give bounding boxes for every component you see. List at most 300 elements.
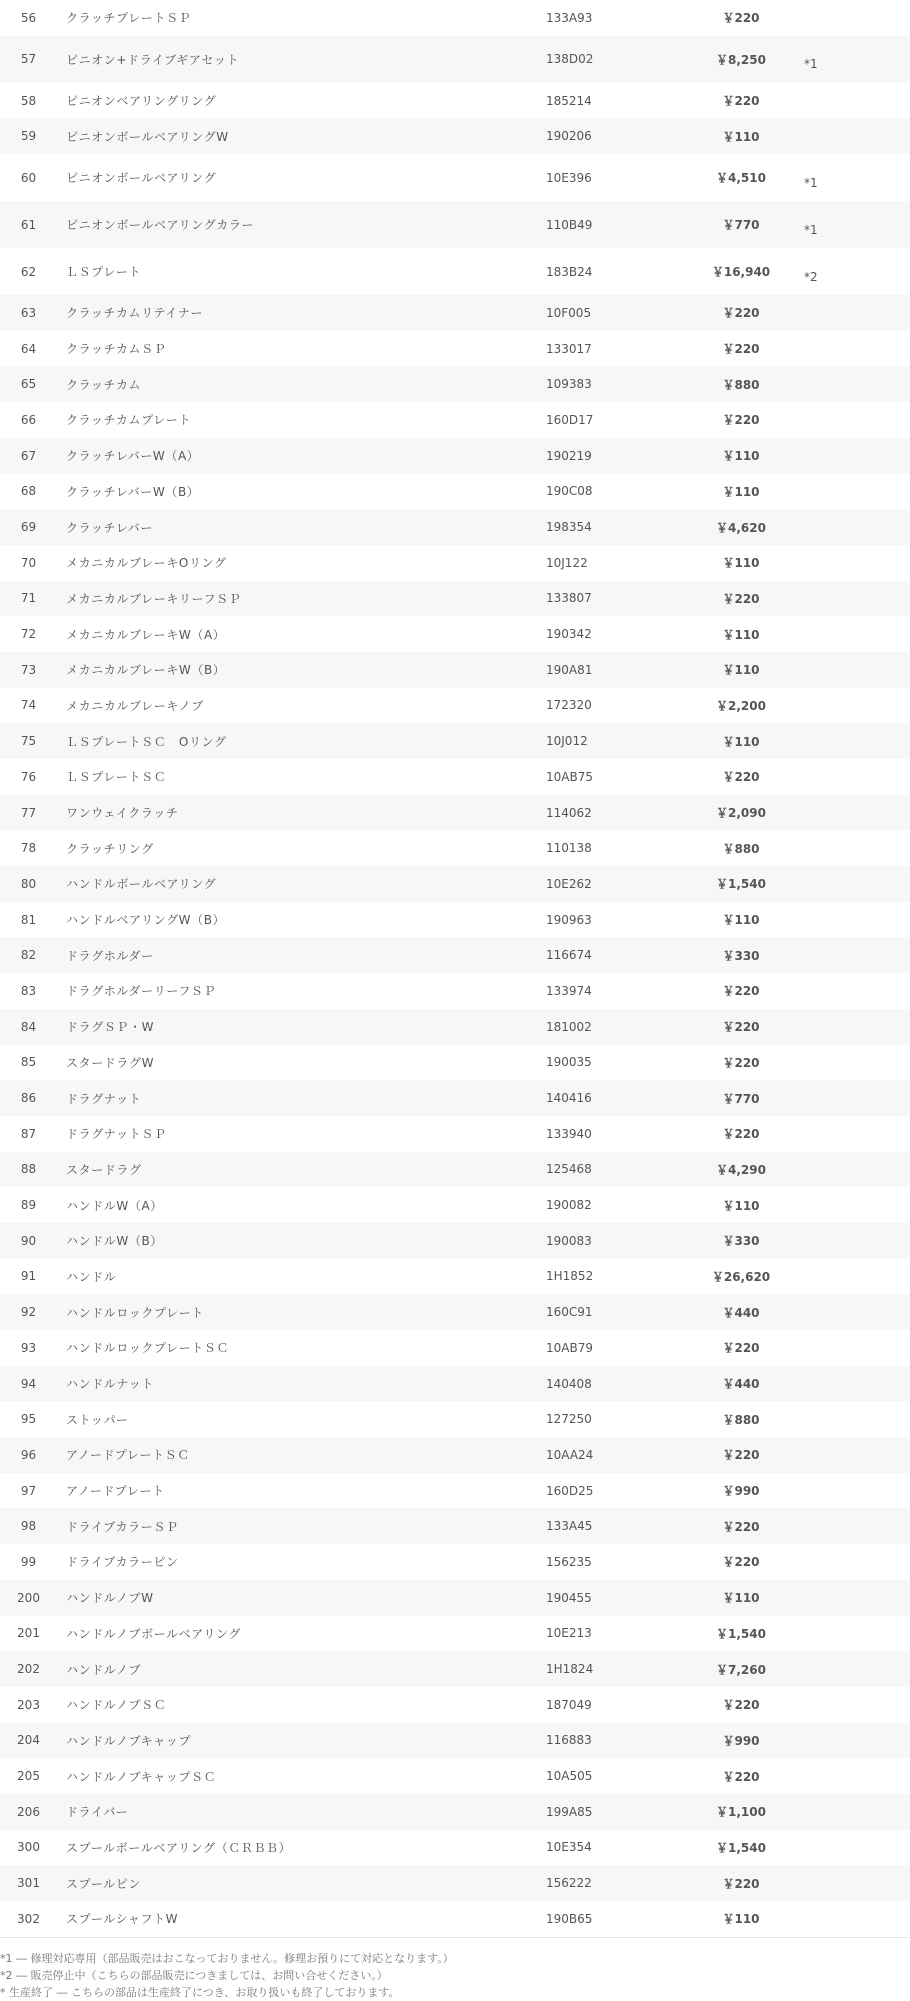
table-row: [0, 295, 910, 331]
part-number: 59: [0, 118, 57, 154]
part-price: ￥110: [686, 118, 796, 154]
part-number: 90: [0, 1223, 57, 1259]
part-price: ￥4,620: [686, 509, 796, 545]
part-name: ハンドルロックプレート: [57, 1294, 546, 1330]
part-number: 92: [0, 1294, 57, 1330]
part-number: 58: [0, 83, 57, 119]
part-number: 89: [0, 1187, 57, 1223]
table-row: [0, 1223, 910, 1259]
table-row: [0, 1080, 910, 1116]
table-row: [0, 201, 910, 248]
part-code: 140408: [546, 1366, 686, 1402]
part-price: ￥220: [686, 581, 796, 617]
part-number: 204: [0, 1723, 57, 1759]
part-note: [796, 652, 910, 688]
part-number: 63: [0, 295, 57, 331]
part-code: 183B24: [546, 248, 686, 295]
part-name: クラッチレバー: [57, 509, 546, 545]
table-row: [0, 1901, 910, 1937]
part-code: 133A93: [546, 0, 686, 36]
part-name: ストッパー: [57, 1401, 546, 1437]
part-code: 156222: [546, 1865, 686, 1901]
table-row: [0, 616, 910, 652]
part-number: 78: [0, 830, 57, 866]
part-code: 133A45: [546, 1508, 686, 1544]
part-code: 185214: [546, 83, 686, 119]
part-code: 109383: [546, 366, 686, 402]
part-number: 300: [0, 1830, 57, 1866]
part-number: 302: [0, 1901, 57, 1937]
part-name: メカニカルブレーキノブ: [57, 688, 546, 724]
part-price: ￥220: [686, 295, 796, 331]
part-name: ピニオンベアリングリング: [57, 83, 546, 119]
part-note: [796, 866, 910, 902]
part-name: ハンドルノブボールベアリング: [57, 1616, 546, 1652]
table-row: [0, 1508, 910, 1544]
table-row: [0, 1580, 910, 1616]
part-code: 1H1852: [546, 1259, 686, 1295]
part-number: 95: [0, 1401, 57, 1437]
table-row: [0, 402, 910, 438]
part-number: 83: [0, 973, 57, 1009]
part-name: クラッチリング: [57, 830, 546, 866]
part-price: ￥4,510: [686, 154, 796, 201]
part-code: 116674: [546, 937, 686, 973]
table-row: [0, 652, 910, 688]
table-row: [0, 902, 910, 938]
part-note: [796, 1723, 910, 1759]
part-price: ￥220: [686, 973, 796, 1009]
part-name: クラッチレバーW（B）: [57, 474, 546, 510]
table-row: [0, 1366, 910, 1402]
part-price: ￥220: [686, 1009, 796, 1045]
part-number: 75: [0, 723, 57, 759]
part-number: 94: [0, 1366, 57, 1402]
part-note: [796, 83, 910, 119]
footnote-1: *1 ― 修理対応専用（部品販売はおこなっておりません。修理お預りにて対応となります。）: [0, 1951, 454, 1965]
part-note: [796, 402, 910, 438]
table-row: [0, 759, 910, 795]
part-price: ￥26,620: [686, 1259, 796, 1295]
part-name: ハンドルW（B）: [57, 1223, 546, 1259]
part-name: スプールピン: [57, 1865, 546, 1901]
table-row: [0, 866, 910, 902]
part-price: ￥110: [686, 616, 796, 652]
part-note: [796, 1009, 910, 1045]
part-price: ￥220: [686, 1687, 796, 1723]
part-number: 65: [0, 366, 57, 402]
part-price: ￥110: [686, 545, 796, 581]
part-note: [796, 723, 910, 759]
part-price: ￥770: [686, 201, 796, 248]
part-code: 10E213: [546, 1616, 686, 1652]
part-name: ピニオン+ドライブギアセット: [57, 36, 546, 83]
part-note: [796, 1187, 910, 1223]
part-number: 98: [0, 1508, 57, 1544]
part-number: 60: [0, 154, 57, 201]
part-code: 190206: [546, 118, 686, 154]
part-note: [796, 973, 910, 1009]
part-price: ￥110: [686, 474, 796, 510]
table-row: [0, 1045, 910, 1081]
part-price: ￥1,540: [686, 866, 796, 902]
part-code: 10E354: [546, 1830, 686, 1866]
table-row: [0, 1294, 910, 1330]
part-price: ￥16,940: [686, 248, 796, 295]
table-row: [0, 83, 910, 119]
part-name: アノードプレート: [57, 1473, 546, 1509]
part-name: スプールボールベアリング（ＣＲＢＢ）: [57, 1830, 546, 1866]
part-price: ￥2,200: [686, 688, 796, 724]
part-code: 190C08: [546, 474, 686, 510]
part-note: [796, 248, 910, 295]
part-name: ハンドルノブ: [57, 1651, 546, 1687]
table-row: [0, 36, 910, 83]
part-code: 10F005: [546, 295, 686, 331]
part-name: メカニカルブレーキW（B）: [57, 652, 546, 688]
part-name: ハンドル: [57, 1259, 546, 1295]
part-number: 77: [0, 795, 57, 831]
part-code: 138D02: [546, 36, 686, 83]
part-note: [796, 1259, 910, 1295]
table-row: [0, 1830, 910, 1866]
part-price: ￥880: [686, 830, 796, 866]
table-row: [0, 937, 910, 973]
table-row: [0, 509, 910, 545]
part-price: ￥330: [686, 1223, 796, 1259]
part-note: [796, 581, 910, 617]
part-code: 125468: [546, 1152, 686, 1188]
part-price: ￥990: [686, 1473, 796, 1509]
part-code: 133017: [546, 331, 686, 367]
part-code: 198354: [546, 509, 686, 545]
part-note: [796, 1045, 910, 1081]
part-name: メカニカルブレーキリーフＳＰ: [57, 581, 546, 617]
part-name: ドラグホルダーリーフＳＰ: [57, 973, 546, 1009]
part-name: ハンドルノブW: [57, 1580, 546, 1616]
part-code: 127250: [546, 1401, 686, 1437]
part-note: [796, 118, 910, 154]
table-row: [0, 1616, 910, 1652]
part-number: 69: [0, 509, 57, 545]
table-row: [0, 1651, 910, 1687]
part-code: 10AB79: [546, 1330, 686, 1366]
part-name: ドラグＳＰ・W: [57, 1009, 546, 1045]
part-price: ￥220: [686, 1437, 796, 1473]
table-row: [0, 366, 910, 402]
part-price: ￥2,090: [686, 795, 796, 831]
part-price: ￥220: [686, 759, 796, 795]
part-code: 110138: [546, 830, 686, 866]
part-number: 56: [0, 0, 57, 36]
table-row: [0, 545, 910, 581]
part-number: 201: [0, 1616, 57, 1652]
part-code: 190082: [546, 1187, 686, 1223]
table-row: [0, 0, 910, 36]
note-marker: *1: [804, 57, 818, 72]
part-name: ピニオンボールベアリング: [57, 154, 546, 201]
part-price: ￥990: [686, 1723, 796, 1759]
part-note: [796, 545, 910, 581]
table-row: [0, 331, 910, 367]
part-name: ハンドルナット: [57, 1366, 546, 1402]
part-name: アノードプレートＳＣ: [57, 1437, 546, 1473]
table-row: [0, 1544, 910, 1580]
part-code: 160D17: [546, 402, 686, 438]
part-note: [796, 1580, 910, 1616]
part-number: 74: [0, 688, 57, 724]
part-note: [796, 36, 910, 83]
table-row: [0, 1259, 910, 1295]
part-note: [796, 1401, 910, 1437]
part-name: ハンドルノブＳＣ: [57, 1687, 546, 1723]
part-name: ドラグナットＳＰ: [57, 1116, 546, 1152]
part-name: ハンドルベアリングW（B）: [57, 902, 546, 938]
part-note: [796, 154, 910, 201]
part-name: ハンドルノブキャップＳＣ: [57, 1758, 546, 1794]
part-note: [796, 937, 910, 973]
part-note: [796, 509, 910, 545]
part-code: 133940: [546, 1116, 686, 1152]
part-number: 62: [0, 248, 57, 295]
part-price: ￥110: [686, 1901, 796, 1937]
part-name: クラッチカムＳＰ: [57, 331, 546, 367]
part-number: 72: [0, 616, 57, 652]
part-note: [796, 366, 910, 402]
part-number: 70: [0, 545, 57, 581]
part-number: 87: [0, 1116, 57, 1152]
part-code: 110B49: [546, 201, 686, 248]
part-price: ￥220: [686, 1330, 796, 1366]
table-row: [0, 118, 910, 154]
part-note: [796, 1366, 910, 1402]
part-price: ￥880: [686, 1401, 796, 1437]
part-price: ￥4,290: [686, 1152, 796, 1188]
part-price: ￥220: [686, 1544, 796, 1580]
table-row: [0, 973, 910, 1009]
part-number: 64: [0, 331, 57, 367]
part-number: 206: [0, 1794, 57, 1830]
part-code: 190219: [546, 438, 686, 474]
part-price: ￥220: [686, 331, 796, 367]
part-code: 181002: [546, 1009, 686, 1045]
note-marker: *2: [804, 269, 818, 284]
part-name: メカニカルブレーキW（A）: [57, 616, 546, 652]
part-price: ￥1,540: [686, 1616, 796, 1652]
part-note: [796, 1330, 910, 1366]
part-price: ￥220: [686, 1508, 796, 1544]
part-number: 67: [0, 438, 57, 474]
part-code: 133807: [546, 581, 686, 617]
table-row: [0, 1865, 910, 1901]
part-number: 93: [0, 1330, 57, 1366]
part-name: ピニオンボールベアリングW: [57, 118, 546, 154]
part-price: ￥110: [686, 438, 796, 474]
part-note: [796, 830, 910, 866]
part-name: ハンドルボールベアリング: [57, 866, 546, 902]
table-row: [0, 1152, 910, 1188]
part-price: ￥1,540: [686, 1830, 796, 1866]
part-code: 10AB75: [546, 759, 686, 795]
part-note: [796, 1294, 910, 1330]
part-code: 160D25: [546, 1473, 686, 1509]
part-note: [796, 1473, 910, 1509]
part-note: [796, 616, 910, 652]
part-code: 199A85: [546, 1794, 686, 1830]
note-marker: *1: [804, 222, 818, 237]
part-code: 114062: [546, 795, 686, 831]
footnote-3: * 生産終了 ― こちらの部品は生産終了につき、お取り扱いも終了しております。: [0, 1985, 400, 1999]
part-name: ドライブカラーピン: [57, 1544, 546, 1580]
table-row: [0, 474, 910, 510]
part-name: ワンウェイクラッチ: [57, 795, 546, 831]
part-note: [796, 1437, 910, 1473]
part-name: ドラグナット: [57, 1080, 546, 1116]
part-note: [796, 1080, 910, 1116]
part-price: ￥1,100: [686, 1794, 796, 1830]
part-number: 202: [0, 1651, 57, 1687]
note-marker: *1: [804, 175, 818, 190]
part-number: 66: [0, 402, 57, 438]
part-note: [796, 1794, 910, 1830]
part-number: 84: [0, 1009, 57, 1045]
table-row: [0, 1401, 910, 1437]
part-code: 190455: [546, 1580, 686, 1616]
part-name: スタードラグW: [57, 1045, 546, 1081]
table-row: [0, 248, 910, 295]
part-code: 10E396: [546, 154, 686, 201]
part-code: 133974: [546, 973, 686, 1009]
part-price: ￥110: [686, 1187, 796, 1223]
part-name: クラッチカムプレート: [57, 402, 546, 438]
part-code: 172320: [546, 688, 686, 724]
part-note: [796, 1830, 910, 1866]
part-price: ￥440: [686, 1366, 796, 1402]
part-note: [796, 438, 910, 474]
part-note: [796, 1116, 910, 1152]
table-row: [0, 688, 910, 724]
part-number: 99: [0, 1544, 57, 1580]
part-code: 190B65: [546, 1901, 686, 1937]
part-number: 301: [0, 1865, 57, 1901]
table-row: [0, 438, 910, 474]
part-note: [796, 1152, 910, 1188]
part-code: 10AA24: [546, 1437, 686, 1473]
part-note: [796, 902, 910, 938]
part-number: 97: [0, 1473, 57, 1509]
part-code: 10J122: [546, 545, 686, 581]
part-price: ￥110: [686, 1580, 796, 1616]
part-price: ￥110: [686, 723, 796, 759]
part-note: [796, 1758, 910, 1794]
part-price: ￥110: [686, 652, 796, 688]
part-code: 156235: [546, 1544, 686, 1580]
part-number: 88: [0, 1152, 57, 1188]
part-code: 116883: [546, 1723, 686, 1759]
part-name: スタードラグ: [57, 1152, 546, 1188]
part-number: 81: [0, 902, 57, 938]
part-name: ハンドルロックプレートＳＣ: [57, 1330, 546, 1366]
table-row: [0, 1437, 910, 1473]
part-number: 76: [0, 759, 57, 795]
part-note: [796, 1223, 910, 1259]
part-price: ￥330: [686, 937, 796, 973]
part-price: ￥220: [686, 1045, 796, 1081]
part-note: [796, 759, 910, 795]
part-price: ￥220: [686, 402, 796, 438]
part-name: クラッチカムリテイナー: [57, 295, 546, 331]
part-code: 140416: [546, 1080, 686, 1116]
part-code: 190083: [546, 1223, 686, 1259]
table-row: [0, 830, 910, 866]
part-note: [796, 474, 910, 510]
table-row: [0, 1687, 910, 1723]
part-name: メカニカルブレーキOリング: [57, 545, 546, 581]
table-row: [0, 1473, 910, 1509]
table-row: [0, 723, 910, 759]
part-code: 190963: [546, 902, 686, 938]
part-name: ハンドルノブキャップ: [57, 1723, 546, 1759]
part-note: [796, 795, 910, 831]
part-name: ドラグホルダー: [57, 937, 546, 973]
part-code: 10A505: [546, 1758, 686, 1794]
part-number: 205: [0, 1758, 57, 1794]
part-price: ￥8,250: [686, 36, 796, 83]
part-note: [796, 688, 910, 724]
part-note: [796, 1901, 910, 1937]
part-number: 68: [0, 474, 57, 510]
part-code: 1H1824: [546, 1651, 686, 1687]
part-note: [796, 1508, 910, 1544]
part-name: クラッチプレートＳＰ: [57, 0, 546, 36]
part-name: スプールシャフトW: [57, 1901, 546, 1937]
part-price: ￥220: [686, 1865, 796, 1901]
part-name: ＬＳプレートＳＣ: [57, 759, 546, 795]
part-code: 10E262: [546, 866, 686, 902]
table-row: [0, 581, 910, 617]
part-number: 86: [0, 1080, 57, 1116]
part-note: [796, 1865, 910, 1901]
part-name: クラッチカム: [57, 366, 546, 402]
part-code: 10J012: [546, 723, 686, 759]
table-row: [0, 1009, 910, 1045]
part-price: ￥220: [686, 0, 796, 36]
part-number: 200: [0, 1580, 57, 1616]
part-price: ￥110: [686, 902, 796, 938]
part-price: ￥220: [686, 1758, 796, 1794]
part-number: 80: [0, 866, 57, 902]
part-name: ＬＳプレート: [57, 248, 546, 295]
table-row: [0, 795, 910, 831]
part-price: ￥770: [686, 1080, 796, 1116]
footnote-2: *2 ― 販売停止中（こちらの部品販売につきましては、お問い合せください。）: [0, 1968, 388, 1982]
part-code: 190035: [546, 1045, 686, 1081]
part-name: クラッチレバーW（A）: [57, 438, 546, 474]
part-name: ドライブカラーＳＰ: [57, 1508, 546, 1544]
part-note: [796, 1651, 910, 1687]
part-number: 91: [0, 1259, 57, 1295]
part-code: 160C91: [546, 1294, 686, 1330]
table-row: [0, 1723, 910, 1759]
part-note: [796, 0, 910, 36]
table-row: [0, 1187, 910, 1223]
part-name: ＬＳプレートＳＣ Oリング: [57, 723, 546, 759]
part-number: 71: [0, 581, 57, 617]
part-price: ￥7,260: [686, 1651, 796, 1687]
part-name: ハンドルW（A）: [57, 1187, 546, 1223]
part-note: [796, 295, 910, 331]
part-note: [796, 1616, 910, 1652]
